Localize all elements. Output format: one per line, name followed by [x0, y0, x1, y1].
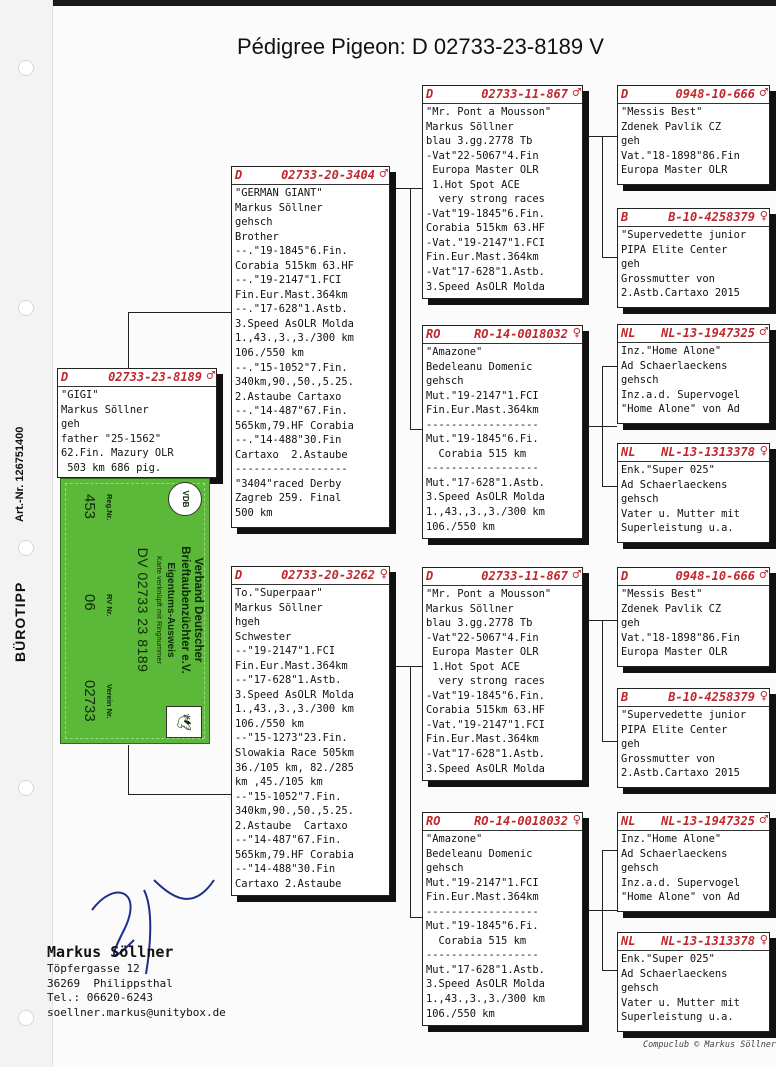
- card-line: 3.Speed AsOLR Molda: [235, 317, 354, 330]
- ring-number: B-10-4258379: [668, 690, 755, 704]
- connector-line: [390, 666, 422, 667]
- card-line: --."19-1845"6.Fin.: [235, 245, 348, 258]
- great-grandparent-card: [617, 567, 770, 667]
- card-line: Vater u. Mutter mit: [621, 507, 740, 520]
- connector-line: [602, 850, 603, 971]
- card-line: "GERMAN GIANT": [235, 187, 323, 199]
- card-line: Cartaxo 2.Astaube: [235, 877, 342, 890]
- vdb-logo-icon: VDB: [168, 482, 202, 516]
- card-line: geh: [621, 135, 640, 148]
- card-line: Markus Söllner: [235, 201, 323, 214]
- org-name-line2: Brieftaubenzüchter e.V.: [179, 546, 191, 674]
- sire-card: [231, 166, 390, 528]
- card-line: --."15-1052"7.Fin.: [235, 361, 348, 374]
- card-line: Corabia 515km 63.HF: [235, 259, 354, 272]
- card-line: blau 3.gg.2778 Tb: [426, 617, 533, 630]
- card-line: --"15-1052"7.Fin.: [235, 790, 342, 803]
- card-line: Superleistung u.a.: [621, 522, 734, 535]
- connector-line: [602, 366, 617, 367]
- owner-name: Markus Söllner: [47, 943, 174, 961]
- card-body: [423, 104, 582, 295]
- country-code: RO: [426, 814, 441, 828]
- card-header: [618, 568, 769, 586]
- side-brand: BÜROTIPP: [12, 581, 28, 662]
- card-line: 2.Astb.Cartaxo 2015: [621, 767, 740, 780]
- card-line: Grossmutter von: [621, 752, 715, 765]
- card-line: Inz."Home Alone": [621, 345, 722, 357]
- card-line: Superleistung u.a.: [621, 1011, 734, 1024]
- card-line: Grossmutter von: [621, 272, 715, 285]
- reg-nr-value: 453: [81, 494, 98, 520]
- country-code: NL: [621, 934, 636, 948]
- verein-nr-value: 02733: [81, 680, 98, 722]
- ring-number: 0948-10-666: [675, 569, 755, 583]
- card-line: -Vat."19-2147"1.FCI: [426, 718, 545, 731]
- card-line: 340km,90.,50.,5.25.: [235, 805, 354, 818]
- card-line: 36./105 km, 82./285: [235, 761, 354, 774]
- card-line: 106./550 km: [235, 717, 304, 730]
- card-line: "Supervedette junior: [621, 229, 747, 241]
- card-line: Mut."19-1845"6.Fi.: [426, 920, 539, 933]
- card-header: [232, 167, 389, 185]
- card-line: gehsch: [426, 375, 464, 388]
- card-line: -Vat."19-2147"1.FCI: [426, 236, 545, 249]
- card-header: [232, 567, 389, 585]
- rv-nr-value: 06: [81, 594, 98, 611]
- card-line: Vat."18-1898"86.Fin: [621, 631, 740, 644]
- ring-number: NL-13-1313378: [661, 445, 755, 459]
- card-line: Europa Master OLR: [621, 646, 728, 659]
- card-body: [58, 387, 216, 476]
- card-line: -Vat"19-1845"6.Fin.: [426, 207, 545, 220]
- card-line: --"19-2147"1.FCI: [235, 645, 336, 658]
- sire-dam-card: [422, 325, 583, 539]
- reg-nr-label: Reg.Nr.: [105, 494, 114, 521]
- punch-hole: [18, 540, 34, 556]
- card-line: geh: [621, 258, 640, 271]
- ownership-card-content: [60, 478, 210, 744]
- connector-line: [128, 745, 129, 795]
- ring-number: RO-14-0018032: [474, 327, 568, 341]
- card-body: [618, 831, 769, 906]
- card-line: very strong races: [426, 193, 545, 206]
- card-body: [618, 707, 769, 782]
- ring-number: 02733-20-3404: [281, 168, 375, 182]
- card-line: "Mr. Pont a Mousson": [426, 106, 552, 118]
- card-header: [423, 326, 582, 344]
- ring-number: 02733-23-8189: [108, 370, 202, 384]
- card-header: [618, 933, 769, 951]
- great-grandparent-card: [617, 324, 770, 424]
- card-line: "Messis Best": [621, 588, 703, 600]
- card-line: 500 km: [235, 507, 273, 520]
- card-line: -Vat"22-5067"4.Fin: [426, 631, 539, 644]
- card-line: -Vat"17-628"1.Astb.: [426, 748, 545, 761]
- card-header: [423, 813, 582, 831]
- card-line: PIPA Elite Center: [621, 243, 728, 256]
- ring-number: DV 02733 23 8189: [135, 547, 151, 673]
- card-line: Vat."18-1898"86.Fin: [621, 149, 740, 162]
- card-line: Inz."Home Alone": [621, 833, 722, 845]
- card-header: [423, 568, 582, 586]
- card-line: Ad Schaerlaeckens: [621, 478, 728, 491]
- sex-symbol-icon: ♀: [572, 325, 581, 341]
- connector-line: [128, 312, 129, 369]
- card-line: 106./550 km: [235, 347, 304, 360]
- card-line: "3404"raced Derby: [235, 477, 342, 490]
- card-header: [618, 813, 769, 831]
- punch-hole: [18, 1010, 34, 1026]
- card-line: 3.Speed AsOLR Molda: [426, 978, 545, 991]
- country-code: D: [235, 168, 243, 182]
- connector-line: [128, 312, 231, 313]
- card-line: "Mr. Pont a Mousson": [426, 588, 552, 600]
- card-line: Mut."19-2147"1.FCI: [426, 876, 539, 889]
- sex-symbol-icon: ♀: [759, 932, 768, 948]
- country-code: D: [621, 569, 629, 583]
- connector-line: [602, 257, 617, 258]
- country-code: B: [621, 690, 629, 704]
- card-line: ------------------: [426, 462, 539, 475]
- card-line: father "25-1562": [61, 432, 162, 445]
- card-line: 1.,43.,3.,3./300 km: [426, 506, 545, 519]
- owner-street: Töpfergasse 12: [47, 962, 140, 975]
- page-title: Pédigree Pigeon: D 02733-23-8189 V: [237, 34, 604, 59]
- card-line: 2.Astb.Cartaxo 2015: [621, 287, 740, 300]
- card-body: [618, 104, 769, 179]
- card-line: Schwester: [235, 630, 292, 643]
- country-code: D: [426, 87, 434, 101]
- card-line: Europa Master OLR: [426, 164, 539, 177]
- card-line: Corabia 515 km: [426, 447, 527, 460]
- pigeon-photo-icon: 🕊: [166, 706, 202, 738]
- card-line: 1.,43.,3.,3./300 km: [426, 993, 545, 1006]
- card-line: PIPA Elite Center: [621, 723, 728, 736]
- sex-symbol-icon: ♀: [759, 443, 768, 459]
- card-body: [232, 185, 389, 522]
- sex-symbol-icon: ♂: [206, 368, 215, 384]
- card-line: Fin.Eur.Mast.364km: [426, 733, 539, 746]
- card-line: "Messis Best": [621, 106, 703, 118]
- connector-line: [410, 917, 422, 918]
- card-body: [232, 585, 389, 892]
- card-line: very strong races: [426, 675, 545, 688]
- card-line: Markus Söllner: [61, 403, 149, 416]
- card-line: "Amazone": [426, 833, 483, 845]
- card-line: Markus Söllner: [426, 120, 514, 133]
- card-line: Zagreb 259. Final: [235, 492, 342, 505]
- card-line: ------------------: [426, 905, 539, 918]
- card-line: Markus Söllner: [426, 602, 514, 615]
- card-header: [58, 369, 216, 387]
- card-line: Fin.Eur.Mast.364km: [235, 288, 348, 301]
- connector-line: [390, 188, 422, 189]
- card-line: "Home Alone" von Ad: [621, 891, 740, 904]
- subject-pigeon-card: [57, 368, 217, 478]
- card-line: ------------------: [235, 463, 348, 476]
- connector-line: [602, 741, 617, 742]
- card-line: geh: [61, 418, 80, 431]
- card-line: geh: [621, 738, 640, 751]
- card-line: Corabia 515km 63.HF: [426, 222, 545, 235]
- card-line: ------------------: [426, 418, 539, 431]
- card-line: 503 km 686 pig.: [61, 461, 162, 474]
- card-body: [618, 462, 769, 537]
- card-line: gehsch: [621, 374, 659, 387]
- card-line: Europa Master OLR: [621, 164, 728, 177]
- owner-email[interactable]: soellner.markus@unitybox.de: [47, 1005, 226, 1019]
- ring-number: NL-13-1947325: [661, 814, 755, 828]
- card-header: [618, 86, 769, 104]
- card-line: "Home Alone" von Ad: [621, 403, 740, 416]
- ring-number: 02733-11-867: [481, 569, 568, 583]
- card-line: Fin.Eur.Mast.364km: [235, 659, 348, 672]
- country-code: D: [235, 568, 243, 582]
- card-line: --."17-628"1.Astb.: [235, 303, 348, 316]
- rv-nr-label: RV Nr.: [105, 594, 114, 617]
- card-line: "Supervedette junior: [621, 709, 747, 721]
- card-line: Vater u. Mutter mit: [621, 996, 740, 1009]
- sex-symbol-icon: ♂: [759, 567, 768, 583]
- great-grandparent-card: [617, 443, 770, 543]
- card-line: Slowakia Race 505km: [235, 747, 354, 760]
- card-body: [423, 344, 582, 535]
- card-header: [423, 86, 582, 104]
- card-line: "GIGI": [61, 389, 99, 401]
- great-grandparent-card: [617, 932, 770, 1032]
- connector-line: [602, 366, 603, 487]
- card-line: 340km,90.,50.,5.25.: [235, 376, 354, 389]
- sex-symbol-icon: ♀: [759, 208, 768, 224]
- country-code: B: [621, 210, 629, 224]
- sex-symbol-icon: ♀: [572, 812, 581, 828]
- card-line: Brother: [235, 230, 279, 243]
- card-line: Enk."Super 025": [621, 464, 715, 476]
- document-type: Eigentums-Ausweis: [165, 562, 176, 658]
- connector-line: [128, 794, 231, 795]
- card-line: Cartaxo 2.Astaube: [235, 448, 348, 461]
- connector-line: [602, 970, 617, 971]
- card-line: Zdenek Pavlik CZ: [621, 120, 722, 133]
- card-line: Markus Söllner: [235, 601, 323, 614]
- card-line: Fin.Eur.Mast.364km: [426, 404, 539, 417]
- card-line: Europa Master OLR: [426, 646, 539, 659]
- dam-sire-card: [422, 567, 583, 781]
- card-line: --"14-487"67.Fin.: [235, 834, 342, 847]
- card-line: Zdenek Pavlik CZ: [621, 602, 722, 615]
- org-name-line1: Verband Deutscher: [192, 557, 204, 663]
- sex-symbol-icon: ♂: [572, 567, 581, 583]
- card-header: [618, 689, 769, 707]
- card-line: --"17-628"1.Astb.: [235, 674, 342, 687]
- card-line: --."19-2147"1.FCI: [235, 274, 342, 287]
- card-note: Karte verknüpft mit Ringnummer: [155, 556, 164, 664]
- connector-line: [602, 850, 617, 851]
- card-header: [618, 325, 769, 343]
- connector-line: [583, 910, 617, 911]
- card-line: 1.Hot Spot ACE: [426, 178, 520, 191]
- card-line: 565km,79.HF Corabia: [235, 419, 354, 432]
- card-body: [423, 586, 582, 777]
- card-line: Fin.Eur.Mast.364km: [426, 891, 539, 904]
- dam-card: [231, 566, 390, 896]
- card-line: 1.,43.,3.,3./300 km: [235, 332, 354, 345]
- connector-line: [583, 136, 617, 137]
- binder-margin: [0, 0, 53, 1067]
- card-line: Enk."Super 025": [621, 953, 715, 965]
- ownership-card-text: [134, 522, 204, 698]
- sex-symbol-icon: ♂: [759, 324, 768, 340]
- owner-phone: Tel.: 06620-6243: [47, 991, 153, 1004]
- card-line: Ad Schaerlaeckens: [621, 967, 728, 980]
- punch-hole: [18, 300, 34, 316]
- ownership-card: [60, 478, 210, 744]
- sex-symbol-icon: ♀: [759, 688, 768, 704]
- card-line: gehsch: [426, 862, 464, 875]
- country-code: D: [621, 87, 629, 101]
- connector-line: [602, 136, 603, 257]
- card-line: 3.Speed AsOLR Molda: [235, 688, 354, 701]
- great-grandparent-card: [617, 208, 770, 308]
- card-line: Fin.Eur.Mast.364km: [426, 251, 539, 264]
- country-code: NL: [621, 445, 636, 459]
- card-line: --"14-488"30.Fin: [235, 863, 336, 876]
- country-code: RO: [426, 327, 441, 341]
- card-line: 3.Speed AsOLR Molda: [426, 491, 545, 504]
- card-line: 565km,79.HF Corabia: [235, 848, 354, 861]
- card-line: ------------------: [426, 949, 539, 962]
- card-line: -Vat"19-1845"6.Fin.: [426, 689, 545, 702]
- card-line: km ,45./105 km: [235, 776, 323, 789]
- card-line: Mut."17-628"1.Astb.: [426, 476, 545, 489]
- ring-number: NL-13-1947325: [661, 326, 755, 340]
- connector-line: [410, 667, 411, 917]
- owner-city: 36269 Philippsthal: [47, 976, 173, 990]
- card-line: "Amazone": [426, 346, 483, 358]
- card-line: 62.Fin. Mazury OLR: [61, 447, 174, 460]
- card-line: --."14-487"67.Fin.: [235, 405, 348, 418]
- great-grandparent-card: [617, 85, 770, 185]
- owner-address: [47, 942, 226, 1020]
- great-grandparent-card: [617, 812, 770, 912]
- connector-line: [602, 620, 603, 741]
- connector-line: [410, 189, 411, 429]
- connector-line: [583, 620, 617, 621]
- card-line: 1.,43.,3.,3./300 km: [235, 703, 354, 716]
- card-line: -Vat"22-5067"4.Fin: [426, 149, 539, 162]
- card-line: Corabia 515km 63.HF: [426, 704, 545, 717]
- card-line: gehsch: [621, 493, 659, 506]
- card-line: Bedeleanu Domenic: [426, 847, 533, 860]
- top-edge: [0, 0, 776, 6]
- great-grandparent-card: [617, 688, 770, 788]
- card-line: Mut."17-628"1.Astb.: [426, 963, 545, 976]
- card-header: [618, 209, 769, 227]
- card-line: 1.Hot Spot ACE: [426, 660, 520, 673]
- dam-dam-card: [422, 812, 583, 1026]
- sex-symbol-icon: ♀: [379, 566, 388, 582]
- card-line: 3.Speed AsOLR Molda: [426, 762, 545, 775]
- ring-number: RO-14-0018032: [474, 814, 568, 828]
- card-line: 2.Astaube Cartaxo: [235, 819, 348, 832]
- ring-number: 02733-20-3262: [281, 568, 375, 582]
- card-line: Ad Schaerlaeckens: [621, 847, 728, 860]
- card-line: gehsch: [235, 216, 273, 229]
- card-body: [618, 586, 769, 661]
- card-line: Mut."19-1845"6.Fi.: [426, 433, 539, 446]
- punch-hole: [18, 780, 34, 796]
- card-line: gehsch: [621, 982, 659, 995]
- card-header: [618, 444, 769, 462]
- card-line: Inz.a.d. Supervogel: [621, 388, 740, 401]
- connector-line: [410, 429, 422, 430]
- country-code: NL: [621, 814, 636, 828]
- card-body: [423, 831, 582, 1022]
- card-line: Ad Schaerlaeckens: [621, 359, 728, 372]
- card-body: [618, 951, 769, 1026]
- card-line: Corabia 515 km: [426, 934, 527, 947]
- card-line: Bedeleanu Domenic: [426, 360, 533, 373]
- card-body: [618, 227, 769, 302]
- card-line: geh: [621, 617, 640, 630]
- card-line: 106./550 km: [426, 1007, 495, 1020]
- card-body: [618, 343, 769, 418]
- connector-line: [602, 486, 617, 487]
- sex-symbol-icon: ♂: [572, 85, 581, 101]
- card-line: Mut."19-2147"1.FCI: [426, 389, 539, 402]
- card-line: gehsch: [621, 862, 659, 875]
- card-line: 3.Speed AsOLR Molda: [426, 280, 545, 293]
- country-code: D: [61, 370, 69, 384]
- ring-number: 0948-10-666: [675, 87, 755, 101]
- country-code: NL: [621, 326, 636, 340]
- card-line: --."14-488"30.Fin: [235, 434, 342, 447]
- connector-line: [583, 426, 617, 427]
- sex-symbol-icon: ♂: [759, 85, 768, 101]
- ring-number: NL-13-1313378: [661, 934, 755, 948]
- card-line: 2.Astaube Cartaxo: [235, 390, 342, 403]
- card-line: 106./550 km: [426, 520, 495, 533]
- sex-symbol-icon: ♂: [759, 812, 768, 828]
- card-line: --"15-1273"23.Fin.: [235, 732, 348, 745]
- card-line: hgeh: [235, 616, 261, 629]
- ring-number: B-10-4258379: [668, 210, 755, 224]
- card-line: Inz.a.d. Supervogel: [621, 876, 740, 889]
- sex-symbol-icon: ♂: [379, 166, 388, 182]
- card-line: To."Superpaar": [235, 587, 323, 599]
- card-line: blau 3.gg.2778 Tb: [426, 135, 533, 148]
- punch-hole: [18, 60, 34, 76]
- verein-nr-label: Verein Nr.: [105, 684, 114, 719]
- side-artnr: Art.-Nr. 126751400: [14, 426, 26, 522]
- country-code: D: [426, 569, 434, 583]
- card-line: -Vat"17-628"1.Astb.: [426, 266, 545, 279]
- sire-sire-card: [422, 85, 583, 299]
- footer-credit: Compuclub © Markus Söllner: [643, 1040, 776, 1050]
- ring-number: 02733-11-867: [481, 87, 568, 101]
